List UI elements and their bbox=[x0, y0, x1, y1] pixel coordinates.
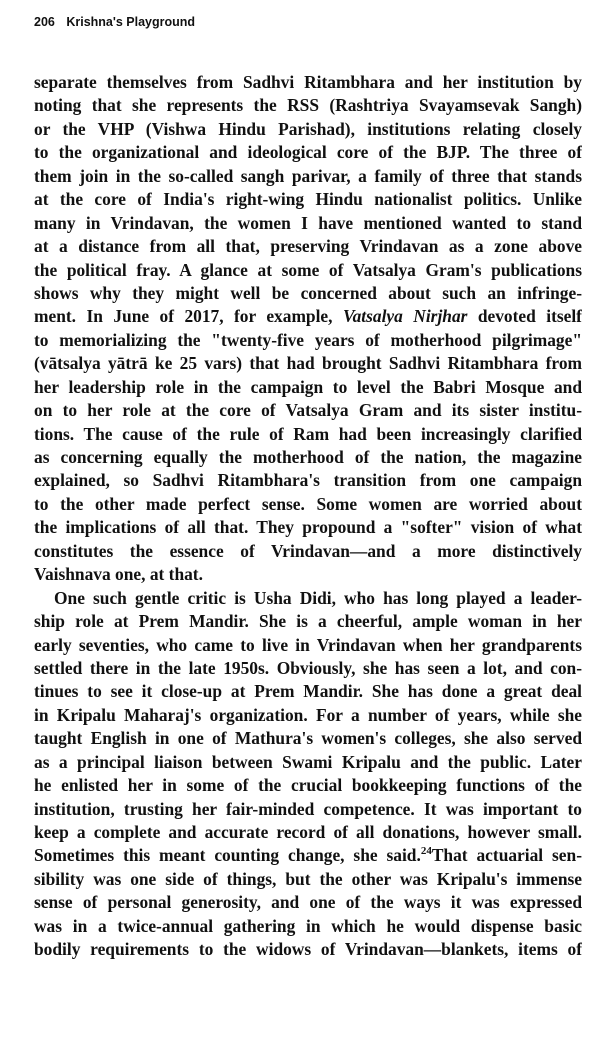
text-line: to memorializing the "twenty-five years of motherhood pilgrimage" bbox=[34, 329, 582, 350]
text-line: sibility was one side of things, but the other was Kripalu's immense bbox=[34, 868, 582, 889]
text-line: as concerning equally the motherhood of the nation, the magazine bbox=[34, 447, 582, 467]
text-line: sense of personal generosity, and one of the ways it was expressed bbox=[34, 892, 582, 913]
paragraph bbox=[34, 587, 582, 962]
running-head-title: Krishna's Playground bbox=[66, 15, 196, 29]
page-number: 206 bbox=[34, 15, 55, 29]
text-line bbox=[34, 305, 582, 328]
text-line: on to her role at the core of Vatsalya Gram and its sister institu- bbox=[34, 400, 582, 421]
text-line: One such gentle critic is Usha Didi, who has long played a leader- bbox=[54, 587, 582, 608]
text-line: taught English in one of Mathura's women's colleges, she also served bbox=[34, 728, 582, 749]
text-line: shows why they might well be concerned about such an infringe- bbox=[34, 282, 582, 303]
footnote-marker[interactable]: 24 bbox=[420, 845, 432, 858]
text-line: in Kripalu Maharaj's organization. For a number of years, while she bbox=[34, 704, 582, 725]
text-line: explained, so Sadhvi Ritambhara's transition from one campaign bbox=[34, 470, 582, 491]
text-line: at the core of India's right-wing Hindu nationalist politics. Unlike bbox=[34, 189, 582, 210]
text-line: or the VHP (Vishwa Hindu Parishad), institutions relating closely bbox=[34, 118, 582, 139]
text-line bbox=[34, 844, 582, 867]
text-line: to the other made perfect sense. Some women are worried about bbox=[34, 493, 582, 514]
body-text bbox=[34, 71, 582, 962]
text-line: constitutes the essence of Vrindavan—and a more distinctively bbox=[34, 540, 582, 561]
text-line: as a principal liaison between Swami Kripalu and the public. Later bbox=[34, 751, 582, 772]
text-segment: ment. In June of 2017, for example, bbox=[34, 306, 343, 327]
text-line: Vaishnava one, at that. bbox=[34, 564, 203, 585]
text-line: tions. The cause of the rule of Ram had been increasingly clarified bbox=[34, 423, 582, 444]
text-line: many in Vrindavan, the women I have mentioned wanted to stand bbox=[34, 212, 582, 233]
text-line: settled there in the late 1950s. Obviously, she has seen a lot, and con- bbox=[34, 657, 582, 678]
text-line: (vātsalya yātrā ke 25 vars) that had brought Sadhvi Ritambhara from bbox=[34, 353, 582, 374]
text-line: them join in the so-called sangh parivar, a family of three that stands bbox=[34, 165, 582, 186]
text-line: ship role at Prem Mandir. She is a cheerful, ample woman in her bbox=[34, 611, 582, 632]
text-line: separate themselves from Sadhvi Ritambhara and her institution by bbox=[34, 72, 582, 92]
text-segment: That actuarial sen- bbox=[431, 845, 582, 866]
magazine-title: Vatsalya Nirjhar bbox=[342, 306, 468, 327]
text-line: the political fray. A glance at some of Vatsalya Gram's publications bbox=[34, 259, 582, 280]
text-line: institution, trusting her fair-minded competence. It was important to bbox=[34, 798, 582, 819]
text-line: early seventies, who came to live in Vrindavan when her grandparents bbox=[34, 634, 582, 655]
text-segment: Sometimes this meant counting change, she said. bbox=[34, 845, 421, 866]
running-head bbox=[34, 10, 582, 34]
text-line: he enlisted her in some of the crucial bookkeeping functions of the bbox=[34, 775, 582, 796]
text-line: was in a twice-annual gathering in which he would dispense basic bbox=[34, 915, 582, 936]
text-line: keep a complete and accurate record of all donations, however small. bbox=[34, 822, 582, 842]
text-line: noting that she represents the RSS (Rashtriya Svayamsevak Sangh) bbox=[34, 95, 582, 116]
text-line: at a distance from all that, preserving Vrindavan as a zone above bbox=[34, 236, 582, 257]
text-segment: devoted itself bbox=[467, 306, 582, 327]
book-page bbox=[34, 10, 582, 962]
paragraph bbox=[34, 71, 582, 587]
text-line: the implications of all that. They propound a "softer" vision of what bbox=[34, 517, 582, 538]
text-line: tinues to see it close-up at Prem Mandir. She has done a great deal bbox=[34, 681, 582, 702]
text-line: bodily requirements to the widows of Vrindavan—blankets, items of bbox=[34, 939, 582, 960]
text-line: her leadership role in the campaign to level the Babri Mosque and bbox=[34, 376, 582, 397]
text-line: to the organizational and ideological core of the BJP. The three of bbox=[34, 142, 582, 163]
